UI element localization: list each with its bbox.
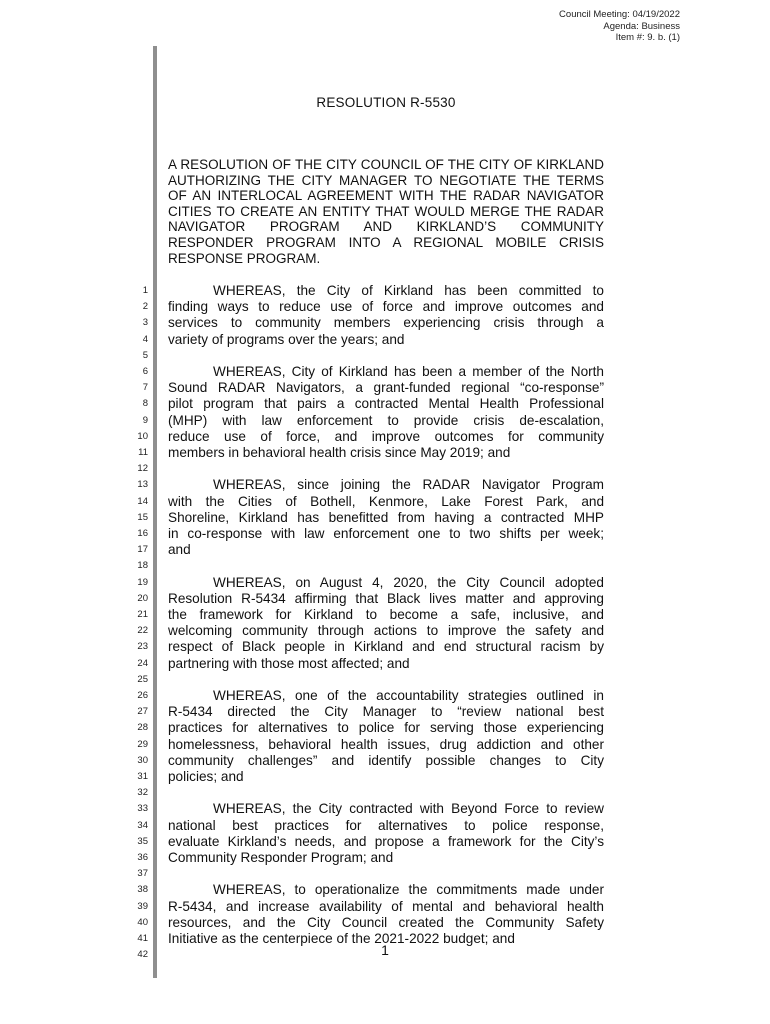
body-line: respect of Black people in Kirkland and end structural racism by xyxy=(168,639,604,654)
line-number: 27 xyxy=(137,706,148,717)
line-number: 13 xyxy=(137,479,148,490)
line-number: 36 xyxy=(137,852,148,863)
line-number: 5 xyxy=(142,350,148,361)
body-line: in co-response with law enforcement one to two shifts per week; xyxy=(168,526,604,541)
line-number: 11 xyxy=(138,447,148,458)
body-line: national best practices for alternatives to police response, xyxy=(168,818,604,833)
body-line: services to community members experiencing crisis through a xyxy=(168,315,604,330)
meeting-date: Council Meeting: 04/19/2022 xyxy=(559,9,680,20)
page-number: 1 xyxy=(381,942,389,958)
resolution-title: RESOLUTION R-5530 xyxy=(316,95,456,110)
body-line: with the Cities of Bothell, Kenmore, Lake Forest Park, and xyxy=(168,494,604,509)
line-number: 15 xyxy=(137,512,148,523)
line-number: 12 xyxy=(137,463,148,474)
body-line: resources, and the City Council created the Community Safety xyxy=(168,915,604,930)
line-number: 34 xyxy=(137,820,148,831)
line-number: 17 xyxy=(137,544,148,555)
body-line: WHEREAS, the City contracted with Beyond Force to review xyxy=(213,801,604,816)
line-number: 4 xyxy=(142,334,148,345)
body-line: policies; and xyxy=(168,769,244,784)
body-line: finding ways to reduce use of force and improve outcomes and xyxy=(168,299,604,314)
meeting-metadata xyxy=(559,9,680,44)
body-line: Resolution R-5434 affirming that Black lives matter and approving xyxy=(168,591,604,606)
caption-text: A RESOLUTION OF THE CITY COUNCIL OF THE CITY OF KIRKLAND AUTHORIZING THE CITY MANAGER TO NEGOTIATE THE TERMS OF AN INTERLOCAL AGREEMENT WITH THE RADAR NAVIGATOR CITIES TO CREATE AN ENTITY THAT WOULD MERGE THE RADAR NAVIGATOR PROGRAM AND KIRKLAND’S COMMUNITY RESPONDER PROGRAM INTO A REGIONAL MOBILE CRISIS RESPONSE PROGRAM. xyxy=(168,157,604,266)
line-number: 10 xyxy=(137,431,148,442)
line-number: 23 xyxy=(137,641,148,652)
line-number: 42 xyxy=(137,949,148,960)
body-line: WHEREAS, to operationalize the commitments made under xyxy=(213,882,604,897)
body-line: WHEREAS, on August 4, 2020, the City Council adopted xyxy=(213,575,604,590)
line-number: 9 xyxy=(142,415,148,426)
agenda-item-number: Item #: 9. b. (1) xyxy=(615,32,680,43)
line-number: 1 xyxy=(142,285,148,296)
body-line: R-5434 directed the City Manager to “review national best xyxy=(168,704,604,719)
line-number: 26 xyxy=(137,690,148,701)
body-line: and xyxy=(168,542,191,557)
left-margin-rule xyxy=(153,46,157,978)
line-number: 18 xyxy=(137,560,148,571)
line-number: 24 xyxy=(137,658,148,669)
line-number: 37 xyxy=(137,868,148,879)
line-number: 19 xyxy=(137,577,148,588)
body-line: R-5434, and increase availability of mental and behavioral health xyxy=(168,899,604,914)
body-line: Community Responder Program; and xyxy=(168,850,394,865)
body-line: partnering with those most affected; and xyxy=(168,656,410,671)
body-line: WHEREAS, the City of Kirkland has been committed to xyxy=(213,283,604,298)
body-line: welcoming community through actions to improve the safety and xyxy=(168,623,604,638)
line-number: 20 xyxy=(137,593,148,604)
body-line: pilot program that pairs a contracted Mental Health Professional xyxy=(168,396,604,411)
line-number: 22 xyxy=(137,625,148,636)
line-number: 25 xyxy=(137,674,148,685)
resolution-caption xyxy=(168,157,604,266)
line-number: 31 xyxy=(137,771,148,782)
line-number: 28 xyxy=(137,722,148,733)
body-line: WHEREAS, City of Kirkland has been a member of the North xyxy=(213,364,604,379)
line-number: 21 xyxy=(137,609,148,620)
body-line: WHEREAS, one of the accountability strategies outlined in xyxy=(213,688,604,703)
body-line: the framework for Kirkland to become a safe, inclusive, and xyxy=(168,607,604,622)
body-line: evaluate Kirkland’s needs, and propose a framework for the City’s xyxy=(168,834,604,849)
body-line: reduce use of force, and improve outcomes for community xyxy=(168,429,604,444)
line-number: 38 xyxy=(137,884,148,895)
line-number: 39 xyxy=(137,901,148,912)
body-line: homelessness, behavioral health issues, drug addiction and other xyxy=(168,737,604,752)
body-line: Shoreline, Kirkland has benefitted from having a contracted MHP xyxy=(168,510,604,525)
line-number: 8 xyxy=(142,398,148,409)
line-number: 3 xyxy=(142,317,148,328)
line-number: 41 xyxy=(137,933,148,944)
line-number: 29 xyxy=(137,739,148,750)
body-line: Initiative as the centerpiece of the 2021-2022 budget; and xyxy=(168,931,515,946)
body-line: Sound RADAR Navigators, a grant-funded regional “co-response” xyxy=(168,380,604,395)
body-line: (MHP) with law enforcement to provide crisis de-escalation, xyxy=(168,413,604,428)
line-number: 32 xyxy=(137,787,148,798)
line-number: 7 xyxy=(142,382,148,393)
body-line: community challenges” and identify possible changes to City xyxy=(168,753,604,768)
line-number: 2 xyxy=(142,301,148,312)
line-number: 40 xyxy=(137,917,148,928)
line-number: 16 xyxy=(137,528,148,539)
body-line: variety of programs over the years; and xyxy=(168,332,405,347)
line-number: 6 xyxy=(142,366,148,377)
line-number: 33 xyxy=(137,803,148,814)
agenda-section: Agenda: Business xyxy=(603,20,680,32)
line-number: 14 xyxy=(137,496,148,507)
body-line: practices for alternatives to police for serving those experiencing xyxy=(168,720,604,735)
body-line: members in behavioral health crisis since May 2019; and xyxy=(168,445,511,460)
line-number: 35 xyxy=(137,836,148,847)
line-number: 30 xyxy=(137,755,148,766)
body-line: WHEREAS, since joining the RADAR Navigator Program xyxy=(213,477,604,492)
